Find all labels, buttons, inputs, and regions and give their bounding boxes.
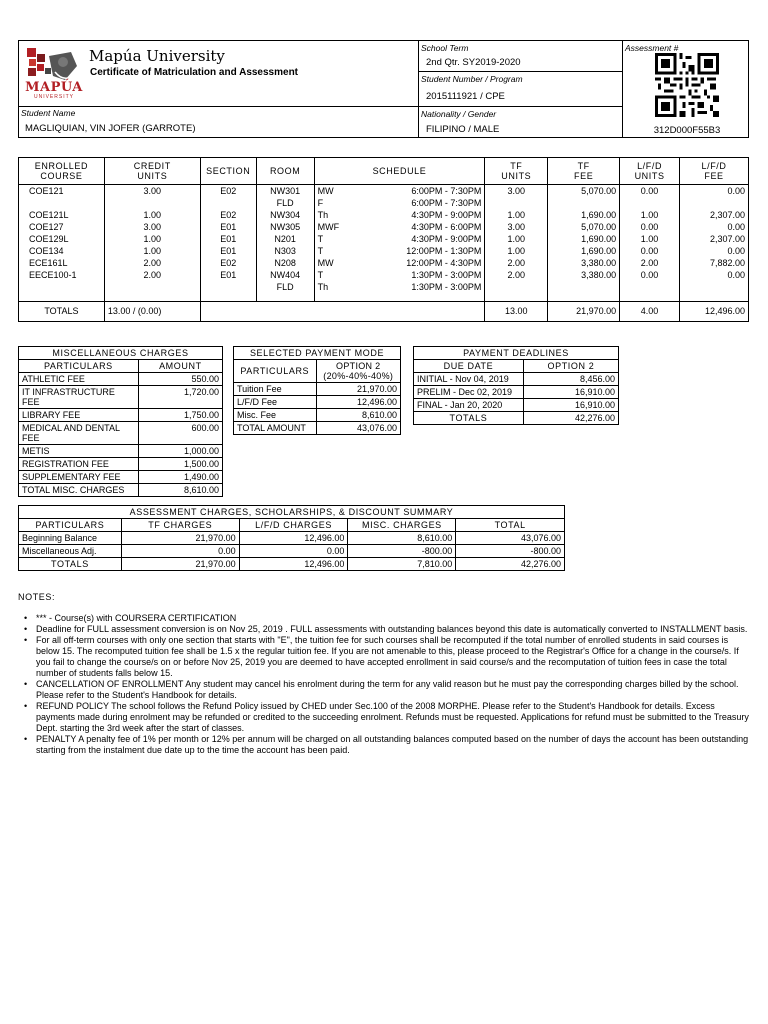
tf-fee: 5,070.00: [548, 185, 620, 198]
course-row: [19, 197, 749, 209]
summary-particular: Beginning Balance: [19, 532, 122, 545]
tf-units: 3.00: [485, 185, 548, 198]
credit-units: 3.00: [104, 185, 200, 198]
deadline-amount: 16,910.00: [523, 386, 618, 399]
room: NW404: [256, 269, 314, 281]
course-spacer-row: [19, 293, 749, 301]
lfd-units: [620, 281, 680, 293]
lfd-units: [620, 197, 680, 209]
schedule-day: MW: [314, 185, 348, 198]
nationality-value: FILIPINO / MALE: [426, 124, 500, 135]
tf-units: 2.00: [485, 269, 548, 281]
summary-col-header: PARTICULARS: [19, 519, 122, 532]
col-lfd-fee: L/F/D FEE: [680, 158, 749, 185]
mode-amount: 12,496.00: [316, 396, 400, 409]
notes-title: NOTES:: [18, 592, 56, 602]
mode-particular: Tuition Fee: [234, 383, 317, 396]
lfd-fee: [680, 197, 749, 209]
note-item: • For all off-term courses with only one section that starts with "E", the tuition fee for such courses shall be recomputed if the total number of enrolled students in said courses is below 15. The recomputed tuition fee shall be 1.5 x the regular tuition fee. If you are not amenable to this, please proceed to the Registrar's Office for a change in the course/s. If you fail to change the course/s on or before Nov 25, 2019 you are deemed to have accepted enrollment in said course/s and the recomputation of tuition fees in case the total number of students falls below 15.: [36, 635, 753, 679]
summary-misc: -800.00: [348, 545, 456, 558]
totals-lfd-units: 4.00: [620, 301, 680, 321]
course-code: EECE100-1: [19, 269, 105, 281]
room: FLD: [256, 197, 314, 209]
lfd-fee: [680, 281, 749, 293]
section: E01: [200, 233, 256, 245]
header-divider: [622, 41, 623, 137]
section: [200, 197, 256, 209]
credit-units: 2.00: [104, 257, 200, 269]
mode-option-split: (20%-40%-40%): [323, 371, 394, 381]
lfd-fee: 2,307.00: [680, 209, 749, 221]
col-tf-units: TF UNITS: [485, 158, 548, 185]
university-logo: [25, 46, 83, 102]
deadline-amount: 8,456.00: [523, 373, 618, 386]
tf-units: 1.00: [485, 245, 548, 257]
mode-amount: 8,610.00: [316, 409, 400, 422]
misc-row: [19, 458, 223, 471]
totals-credit: 13.00 / (0.00): [104, 301, 200, 321]
section: E01: [200, 269, 256, 281]
miscellaneous-charges-table: [18, 346, 223, 497]
misc-title: MISCELLANEOUS CHARGES: [19, 347, 223, 360]
schedule-time: 6:00PM - 7:30PM: [348, 185, 485, 198]
tf-fee: [548, 281, 620, 293]
schedule-day: MWF: [314, 221, 348, 233]
spacer-cell: [485, 293, 548, 301]
credit-units: 1.00: [104, 209, 200, 221]
header-block: [18, 40, 749, 138]
section: E01: [200, 245, 256, 257]
student-number-label: Student Number / Program: [421, 74, 523, 84]
note-item: • *** - Course(s) with COURSERA CERTIFICATION: [36, 613, 753, 624]
student-number-value: 2015111921 / CPE: [426, 91, 505, 102]
note-item: • Deadline for FULL assessment conversion is on Nov 25, 2019 . FULL assessments with outstanding balances beyond this date is automatically converted to INSTALLMENT basis.: [36, 624, 753, 635]
assessment-number: 312D000F55B3: [653, 125, 721, 136]
misc-particular: IT INFRASTRUCTURE FEE: [19, 386, 139, 409]
spacer-cell: [200, 293, 256, 301]
deadline-date: INITIAL - Nov 04, 2019: [414, 373, 524, 386]
credit-units: 2.00: [104, 269, 200, 281]
lfd-fee: 0.00: [680, 185, 749, 198]
misc-particular: LIBRARY FEE: [19, 409, 139, 422]
schedule-time: 12:00PM - 1:30PM: [348, 245, 485, 257]
course-row: [19, 257, 749, 269]
student-name-label: Student Name: [21, 108, 76, 118]
summary-col-header: MISC. CHARGES: [348, 519, 456, 532]
credit-units: 1.00: [104, 245, 200, 257]
deadline-date: PRELIM - Dec 02, 2019: [414, 386, 524, 399]
spacer-cell: [314, 293, 348, 301]
lfd-units: 2.00: [620, 257, 680, 269]
credit-units: [104, 281, 200, 293]
misc-particular: METIS: [19, 445, 139, 458]
course-row: [19, 233, 749, 245]
lfd-units: 0.00: [620, 245, 680, 257]
qr-code-icon: [655, 53, 719, 117]
deadlines-col-option: OPTION 2: [523, 360, 618, 373]
note-item: • CANCELLATION OF ENROLLMENT Any student may cancel his enrolment during the term for any valid reason but he must pay the corresponding charges billed by the school. Please refer to the Student's Handbook for details.: [36, 679, 753, 701]
course-code: COE127: [19, 221, 105, 233]
notes-list: [36, 613, 753, 756]
deadline-amount: 16,910.00: [523, 399, 618, 412]
schedule-day: Th: [314, 281, 348, 293]
certificate-title: Certificate of Matriculation and Assessment: [90, 67, 299, 78]
section: E02: [200, 209, 256, 221]
deadline-row: [414, 386, 619, 399]
note-item: • PENALTY A penalty fee of 1% per month or 12% per annum will be charged on all outstanding balances computed based on the number of days the account has been outstanding starting from the instalment due date up to the time the account has been paid.: [36, 734, 753, 756]
schedule-time: 4:30PM - 9:00PM: [348, 233, 485, 245]
tf-units: 1.00: [485, 233, 548, 245]
summary-tf: 21,970.00: [121, 532, 239, 545]
tf-units: 1.00: [485, 209, 548, 221]
mode-total-value: 43,076.00: [316, 422, 400, 435]
mode-option-label: OPTION 2: [336, 361, 381, 371]
col-enrolled-course: ENROLLED COURSE: [19, 158, 105, 185]
misc-amount: 1,500.00: [138, 458, 222, 471]
course-code: COE129L: [19, 233, 105, 245]
summary-row: [19, 532, 565, 545]
assessment-summary-table: [18, 505, 565, 571]
room: NW304: [256, 209, 314, 221]
section: [200, 281, 256, 293]
course-code: [19, 281, 105, 293]
course-totals-row: [19, 301, 749, 321]
col-lfd-units: L/F/D UNITS: [620, 158, 680, 185]
lfd-units: 0.00: [620, 221, 680, 233]
header-divider: [418, 71, 622, 72]
summary-col-header: TOTAL: [456, 519, 565, 532]
room: N208: [256, 257, 314, 269]
mode-particular: Misc. Fee: [234, 409, 317, 422]
courses-header-row: [19, 158, 749, 185]
spacer-cell: [104, 293, 200, 301]
lfd-fee: 0.00: [680, 221, 749, 233]
payment-deadlines-table: [413, 346, 619, 425]
summary-col-header: TF CHARGES: [121, 519, 239, 532]
credit-units: 3.00: [104, 221, 200, 233]
misc-amount: 1,750.00: [138, 409, 222, 422]
lfd-fee: 0.00: [680, 245, 749, 257]
course-row: [19, 221, 749, 233]
school-term-label: School Term: [421, 43, 469, 53]
tf-fee: 5,070.00: [548, 221, 620, 233]
totals-tf-units: 13.00: [485, 301, 548, 321]
credit-units: [104, 197, 200, 209]
totals-label: TOTALS: [19, 301, 105, 321]
deadlines-total-label: TOTALS: [414, 412, 524, 425]
room: NW305: [256, 221, 314, 233]
room: N303: [256, 245, 314, 257]
misc-total-label: TOTAL MISC. CHARGES: [19, 484, 139, 497]
spacer-cell: [19, 293, 105, 301]
misc-particular: REGISTRATION FEE: [19, 458, 139, 471]
assessment-label: Assessment #: [625, 43, 679, 53]
student-name-value: MAGLIQUIAN, VIN JOFER (GARROTE): [25, 123, 196, 134]
course-row: [19, 269, 749, 281]
university-name: Mapúa University: [89, 47, 225, 65]
course-row: [19, 281, 749, 293]
summary-col-header: L/F/D CHARGES: [239, 519, 348, 532]
course-code: COE121L: [19, 209, 105, 221]
misc-row: [19, 445, 223, 458]
tf-fee: 3,380.00: [548, 257, 620, 269]
deadline-date: FINAL - Jan 20, 2020: [414, 399, 524, 412]
payment-mode-table: [233, 346, 401, 435]
deadline-row: [414, 399, 619, 412]
course-code: ECE161L: [19, 257, 105, 269]
note-item: • REFUND POLICY The school follows the Refund Policy issued by CHED under Sec.100 of the 2008 MORPHE. Please refer to the Student's Handbook for details. Excess payments made during enrolment may be refunded or credited to the succeeding enrolment. Refunds must be requested. Applications for refund must be submitted to the Treasury Dept. starting the 3rd week after the start of classes.: [36, 701, 753, 734]
schedule-time: 1:30PM - 3:00PM: [348, 281, 485, 293]
schedule-time: 1:30PM - 3:00PM: [348, 269, 485, 281]
schedule-time: 6:00PM - 7:30PM: [348, 197, 485, 209]
spacer-cell: [548, 293, 620, 301]
logo-subtext: UNIVERSITY: [33, 94, 74, 100]
tf-fee: 1,690.00: [548, 233, 620, 245]
nationality-label: Nationality / Gender: [421, 109, 497, 119]
lfd-fee: 7,882.00: [680, 257, 749, 269]
misc-row: [19, 373, 223, 386]
summary-title: ASSESSMENT CHARGES, SCHOLARSHIPS, & DISCOUNT SUMMARY: [19, 506, 565, 519]
misc-amount: 550.00: [138, 373, 222, 386]
tf-units: 2.00: [485, 257, 548, 269]
section: E01: [200, 221, 256, 233]
notes-section: [18, 592, 753, 756]
lfd-units: 0.00: [620, 269, 680, 281]
tf-units: [485, 197, 548, 209]
summary-totals-misc: 7,810.00: [348, 558, 456, 571]
misc-amount: 1,720.00: [138, 386, 222, 409]
mode-row: [234, 396, 401, 409]
totals-tf-fee: 21,970.00: [548, 301, 620, 321]
tf-fee: 3,380.00: [548, 269, 620, 281]
misc-amount: 600.00: [138, 422, 222, 445]
schedule-time: 4:30PM - 6:00PM: [348, 221, 485, 233]
course-code: COE134: [19, 245, 105, 257]
mode-col-particulars: PARTICULARS: [234, 360, 317, 383]
summary-totals-lfd: 12,496.00: [239, 558, 348, 571]
summary-row: [19, 545, 565, 558]
schedule-time: 12:00PM - 4:30PM: [348, 257, 485, 269]
schedule-day: MW: [314, 257, 348, 269]
course-code: [19, 197, 105, 209]
mode-particular: L/F/D Fee: [234, 396, 317, 409]
col-schedule: SCHEDULE: [314, 158, 485, 185]
deadlines-col-due: DUE DATE: [414, 360, 524, 373]
deadlines-total-value: 42,276.00: [523, 412, 618, 425]
mode-total-label: TOTAL AMOUNT: [234, 422, 317, 435]
section: E02: [200, 257, 256, 269]
summary-lfd: 0.00: [239, 545, 348, 558]
col-section: SECTION: [200, 158, 256, 185]
mode-col-option: [316, 360, 400, 383]
summary-misc: 8,610.00: [348, 532, 456, 545]
room: FLD: [256, 281, 314, 293]
lfd-fee: 2,307.00: [680, 233, 749, 245]
col-credit-units: CREDIT UNITS: [104, 158, 200, 185]
summary-total: 43,076.00: [456, 532, 565, 545]
misc-total-value: 8,610.00: [138, 484, 222, 497]
header-divider: [418, 41, 419, 137]
summary-totals-label: TOTALS: [19, 558, 122, 571]
misc-amount: 1,000.00: [138, 445, 222, 458]
schedule-time: 4:30PM - 9:00PM: [348, 209, 485, 221]
tf-fee: 1,690.00: [548, 245, 620, 257]
tf-units: [485, 281, 548, 293]
spacer-cell: [680, 293, 749, 301]
schedule-day: F: [314, 197, 348, 209]
room: N201: [256, 233, 314, 245]
lfd-units: 0.00: [620, 185, 680, 198]
enrolled-courses-table: [18, 157, 749, 322]
deadline-row: [414, 373, 619, 386]
course-code: COE121: [19, 185, 105, 198]
lfd-fee: 0.00: [680, 269, 749, 281]
room: NW301: [256, 185, 314, 198]
spacer-cell: [256, 293, 314, 301]
misc-particular: MEDICAL AND DENTAL FEE: [19, 422, 139, 445]
payment-mode-title: SELECTED PAYMENT MODE: [234, 347, 401, 360]
school-term-value: 2nd Qtr. SY2019-2020: [426, 57, 521, 68]
summary-header-row: [19, 519, 565, 532]
course-row: [19, 209, 749, 221]
course-row: [19, 245, 749, 257]
header-divider: [19, 106, 418, 107]
schedule-day: T: [314, 269, 348, 281]
header-divider: [418, 106, 622, 107]
totals-blank: [200, 301, 485, 321]
col-room: ROOM: [256, 158, 314, 185]
misc-col-particulars: PARTICULARS: [19, 360, 139, 373]
misc-particular: ATHLETIC FEE: [19, 373, 139, 386]
tf-units: 3.00: [485, 221, 548, 233]
spacer-cell: [348, 293, 485, 301]
logo-wordmark: MAPÚA: [25, 80, 83, 95]
mode-row: [234, 383, 401, 396]
credit-units: 1.00: [104, 233, 200, 245]
tf-fee: [548, 197, 620, 209]
summary-totals-total: 42,276.00: [456, 558, 565, 571]
misc-row: [19, 471, 223, 484]
summary-lfd: 12,496.00: [239, 532, 348, 545]
schedule-day: T: [314, 233, 348, 245]
mode-row: [234, 409, 401, 422]
misc-row: [19, 422, 223, 445]
misc-row: [19, 386, 223, 409]
section: E02: [200, 185, 256, 198]
mode-amount: 21,970.00: [316, 383, 400, 396]
misc-row: [19, 409, 223, 422]
summary-totals-tf: 21,970.00: [121, 558, 239, 571]
schedule-day: T: [314, 245, 348, 257]
tf-fee: 1,690.00: [548, 209, 620, 221]
schedule-day: Th: [314, 209, 348, 221]
misc-col-amount: AMOUNT: [138, 360, 222, 373]
totals-lfd-fee: 12,496.00: [680, 301, 749, 321]
summary-tf: 0.00: [121, 545, 239, 558]
deadlines-title: PAYMENT DEADLINES: [414, 347, 619, 360]
summary-total: -800.00: [456, 545, 565, 558]
summary-particular: Miscellaneous Adj.: [19, 545, 122, 558]
misc-particular: SUPPLEMENTARY FEE: [19, 471, 139, 484]
lfd-units: 1.00: [620, 209, 680, 221]
misc-amount: 1,490.00: [138, 471, 222, 484]
col-tf-fee: TF FEE: [548, 158, 620, 185]
course-row: [19, 185, 749, 198]
lfd-units: 1.00: [620, 233, 680, 245]
spacer-cell: [620, 293, 680, 301]
